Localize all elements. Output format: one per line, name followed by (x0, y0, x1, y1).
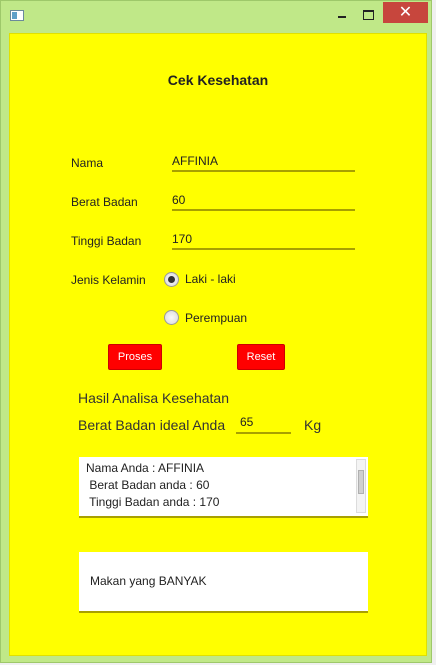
form-panel (9, 33, 427, 656)
advice-text: Makan yang BANYAK (90, 574, 207, 588)
ideal-weight-value[interactable]: 65 (236, 413, 291, 434)
radio-male-indicator[interactable] (164, 272, 179, 287)
result-heading: Hasil Analisa Kesehatan (78, 390, 229, 406)
unit-label: Kg (304, 417, 322, 433)
weight-input[interactable]: 60 (172, 191, 355, 211)
height-input[interactable]: 170 (172, 230, 355, 250)
result-textarea[interactable] (79, 457, 368, 518)
radio-male[interactable] (164, 271, 284, 289)
radio-female-label: Perempuan (185, 311, 248, 325)
result-line: Nama Anda : AFFINIA (86, 461, 205, 475)
scrollbar[interactable] (356, 459, 366, 513)
radio-female-indicator[interactable] (164, 310, 179, 325)
result-line: Berat Badan anda : 60 (86, 478, 210, 492)
gender-label: Jenis Kelamin (71, 273, 146, 287)
ideal-weight-label: Berat Badan ideal Anda (78, 417, 226, 433)
maximize-button[interactable] (356, 5, 380, 25)
app-icon (10, 10, 24, 21)
radio-female[interactable] (164, 309, 284, 327)
name-label: Nama (71, 156, 104, 170)
name-input[interactable]: AFFINIA (172, 152, 355, 172)
radio-male-label: Laki - laki (185, 272, 236, 286)
title-bar[interactable] (1, 1, 433, 31)
advice-textarea[interactable] (79, 552, 368, 613)
scrollbar-thumb[interactable] (358, 470, 364, 494)
page-title: Cek Kesehatan (167, 72, 269, 88)
result-line: Tinggi Badan anda : 170 (86, 495, 220, 509)
close-icon: ✕ (398, 4, 413, 21)
minimize-button[interactable] (330, 5, 354, 25)
weight-label: Berat Badan (71, 195, 138, 209)
reset-button[interactable]: Reset (237, 344, 285, 370)
process-button[interactable]: Proses (108, 344, 162, 370)
height-label: Tinggi Badan (71, 234, 142, 248)
close-button[interactable] (383, 2, 428, 23)
